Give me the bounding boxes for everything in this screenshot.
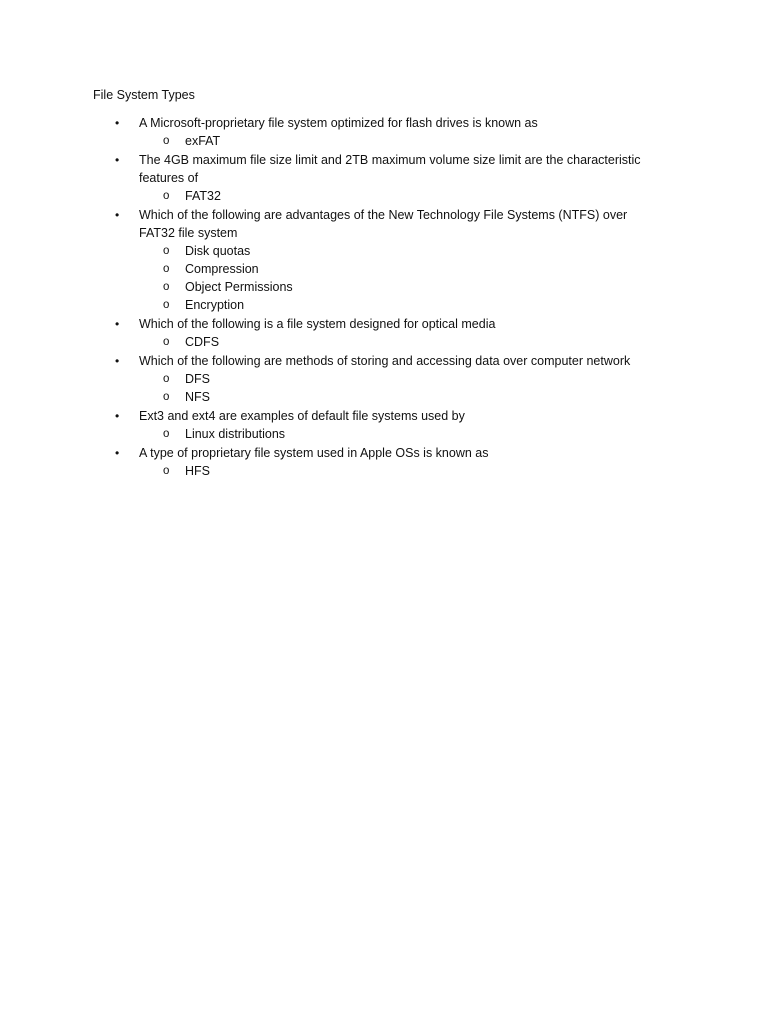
answer-list (0, 333, 768, 351)
bullet-icon: • (115, 446, 120, 460)
sub-bullet-icon: o (163, 263, 170, 275)
sub-bullet-icon: o (163, 190, 170, 202)
answer-item (0, 260, 768, 278)
question-item (0, 352, 768, 406)
answer-item (0, 296, 768, 314)
bullet-icon: • (115, 409, 120, 423)
answer-item (0, 425, 768, 443)
answer-text: Disk quotas (185, 244, 251, 258)
question-list (0, 114, 768, 481)
answer-text: Object Permissions (185, 280, 293, 294)
answer-list (0, 462, 768, 480)
sub-bullet-icon: o (163, 299, 170, 311)
answer-item (0, 370, 768, 388)
sub-bullet-icon: o (163, 391, 170, 403)
question-text: The 4GB maximum file size limit and 2TB maximum volume size limit are the characteristic features of (139, 153, 641, 185)
answer-text: Linux distributions (185, 427, 286, 441)
answer-item (0, 333, 768, 351)
answer-item (0, 388, 768, 406)
answer-text: NFS (185, 390, 210, 404)
question-item (0, 114, 768, 150)
answer-item (0, 278, 768, 296)
question-item (0, 206, 768, 314)
answer-item (0, 242, 768, 260)
answer-text: exFAT (185, 134, 221, 148)
answer-item (0, 462, 768, 480)
answer-item (0, 187, 768, 205)
bullet-icon: • (115, 354, 120, 368)
bullet-icon: • (115, 116, 120, 130)
answer-list (0, 370, 768, 406)
question-text: A type of proprietary file system used in Apple OSs is known as (139, 446, 489, 460)
sub-bullet-icon: o (163, 428, 170, 440)
answer-item (0, 132, 768, 150)
answer-list (0, 187, 768, 205)
question-item (0, 151, 768, 205)
question-text: Which of the following are methods of storing and accessing data over computer network (139, 354, 631, 368)
sub-bullet-icon: o (163, 281, 170, 293)
answer-text: HFS (185, 464, 210, 478)
answer-text: Encryption (185, 298, 245, 312)
sub-bullet-icon: o (163, 465, 170, 477)
answer-text: FAT32 (185, 189, 221, 203)
question-text: Which of the following is a file system designed for optical media (139, 317, 496, 331)
answer-text: DFS (185, 372, 210, 386)
answer-list (0, 242, 768, 314)
sub-bullet-icon: o (163, 135, 170, 147)
document-title: File System Types (93, 88, 195, 102)
question-text: Ext3 and ext4 are examples of default file systems used by (139, 409, 465, 423)
answer-list (0, 132, 768, 150)
answer-text: Compression (185, 262, 259, 276)
question-item (0, 444, 768, 480)
sub-bullet-icon: o (163, 245, 170, 257)
question-item (0, 407, 768, 443)
answer-list (0, 425, 768, 443)
sub-bullet-icon: o (163, 373, 170, 385)
question-item (0, 315, 768, 351)
question-text: A Microsoft-proprietary file system optimized for flash drives is known as (139, 116, 538, 130)
bullet-icon: • (115, 153, 120, 167)
bullet-icon: • (115, 317, 120, 331)
answer-text: CDFS (185, 335, 220, 349)
sub-bullet-icon: o (163, 336, 170, 348)
question-text: Which of the following are advantages of the New Technology File Systems (NTFS) over FAT32 file system (139, 208, 628, 240)
bullet-icon: • (115, 208, 120, 222)
